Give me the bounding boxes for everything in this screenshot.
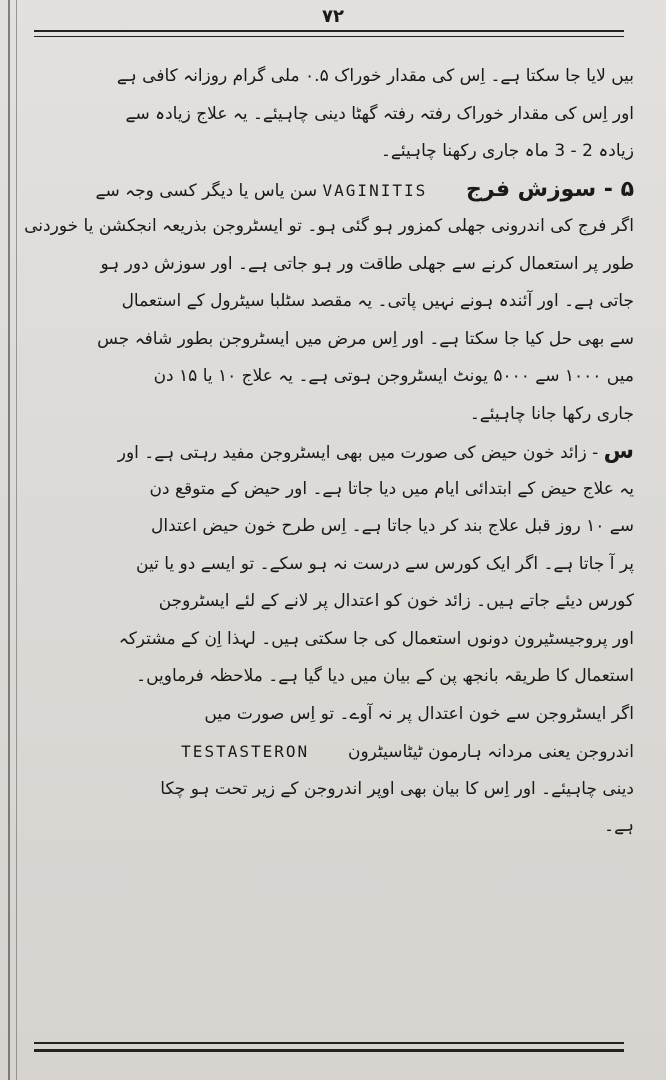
text-line: یہ علاج حیض کے ابتدائی ایام میں دیا جاتا ہے۔ اور حیض کے متوقع دن <box>149 478 634 499</box>
section-heading-vaginitis: ۵ - سوزش فرج <box>466 176 634 202</box>
section-heading-menorrhagia: س <box>603 439 634 464</box>
text-line: سے بھی حل کیا جا سکتا ہے۔ اور اِس مرض میں ایسٹروجن بطور شافہ جس <box>97 328 634 349</box>
section-heading-line <box>22 433 634 471</box>
text-line-rest: سن یاس یا دیگر کسی وجہ سے <box>95 180 318 201</box>
text-line: ہے۔ <box>604 816 634 836</box>
text-line: طور پر استعمال کرنے سے جھلی طاقت ور ہو جاتی ہے۔ اور سوزش دور ہو <box>100 253 634 274</box>
footer-rule <box>34 1049 624 1052</box>
text-line: اور پروجیسٹیرون دونوں استعمال کی جا سکتی ہیں۔ لہذا اِن کے مشترکہ <box>118 628 634 649</box>
text-line: دینی چاہیئے۔ اور اِس کا بیان بھی اوپر اندروجن کے زیر تحت ہو چکا <box>160 778 634 799</box>
text-line: استعمال کا طریقہ بانجھ پن کے بیان میں دیا گیا ہے۔ ملاحظہ فرماویں۔ <box>136 666 634 686</box>
text-line-rest: - زائد خون حیض کی صورت میں بھی ایسٹروجن مفید رہتی ہے۔ اور <box>117 443 599 463</box>
text-line-part: اندروجن یعنی مردانہ ہارمون ٹیٹاسیٹرون <box>347 742 634 762</box>
footer-rule-thin <box>34 1042 624 1044</box>
latin-term-testasteron: TESTASTERON <box>181 742 310 761</box>
text-line: کورس دیئے جاتے ہیں۔ زائد خون کو اعتدال پر لانے کے لئے ایسٹروجن <box>158 591 634 611</box>
page-binding-edge <box>8 0 17 1080</box>
page-number: ۷۲ <box>322 6 344 27</box>
header-rule <box>34 30 624 32</box>
text-line: اور اِس کی مقدار خوراک رفتہ رفتہ گھٹا دینی چاہیئے۔ یہ علاج زیادہ سے <box>125 103 634 124</box>
text-line: اگر فرج کی اندرونی جھلی کمزور ہو گئی ہو۔ تو ایسٹروجن بذریعہ انجکشن یا خوردنی <box>24 216 634 236</box>
text-line: جاری رکھا جانا چاہیئے۔ <box>469 403 634 424</box>
section-heading-line <box>22 171 634 209</box>
text-line: پر آ جاتا ہے۔ اگر ایک کورس سے درست نہ ہو سکے۔ تو ایسے دو یا تین <box>136 553 634 574</box>
latin-term-vaginitis: VAGINITIS <box>322 180 428 200</box>
text-line: بیں لایا جا سکتا ہے۔ اِس کی مقدار خوراک ۰.۵ ملی گرام روزانہ کافی ہے <box>116 66 634 86</box>
text-line: اگر ایسٹروجن سے خون اعتدال پر نہ آوے۔ تو اِس صورت میں <box>204 703 634 724</box>
header-rule-thin <box>34 36 624 37</box>
text-line: میں ۱۰۰۰ سے ۵۰۰۰ یونٹ ایسٹروجن ہوتی ہے۔ یہ علاج ۱۰ یا ۱۵ دن <box>153 366 634 386</box>
text-line: جاتی ہے۔ اور آئندہ ہونے نہیں پاتی۔ یہ مقصد سٹلبا سیٹرول کے استعمال <box>121 291 634 311</box>
text-line-with-latin <box>22 733 634 771</box>
text-line: زیادہ 2 - 3 ماہ جاری رکھنا چاہیئے۔ <box>380 141 634 161</box>
body-text <box>22 58 634 846</box>
text-line: سے ۱۰ روز قبل علاج بند کر دیا جاتا ہے۔ اِس طرح خون حیض اعتدال <box>151 516 634 536</box>
